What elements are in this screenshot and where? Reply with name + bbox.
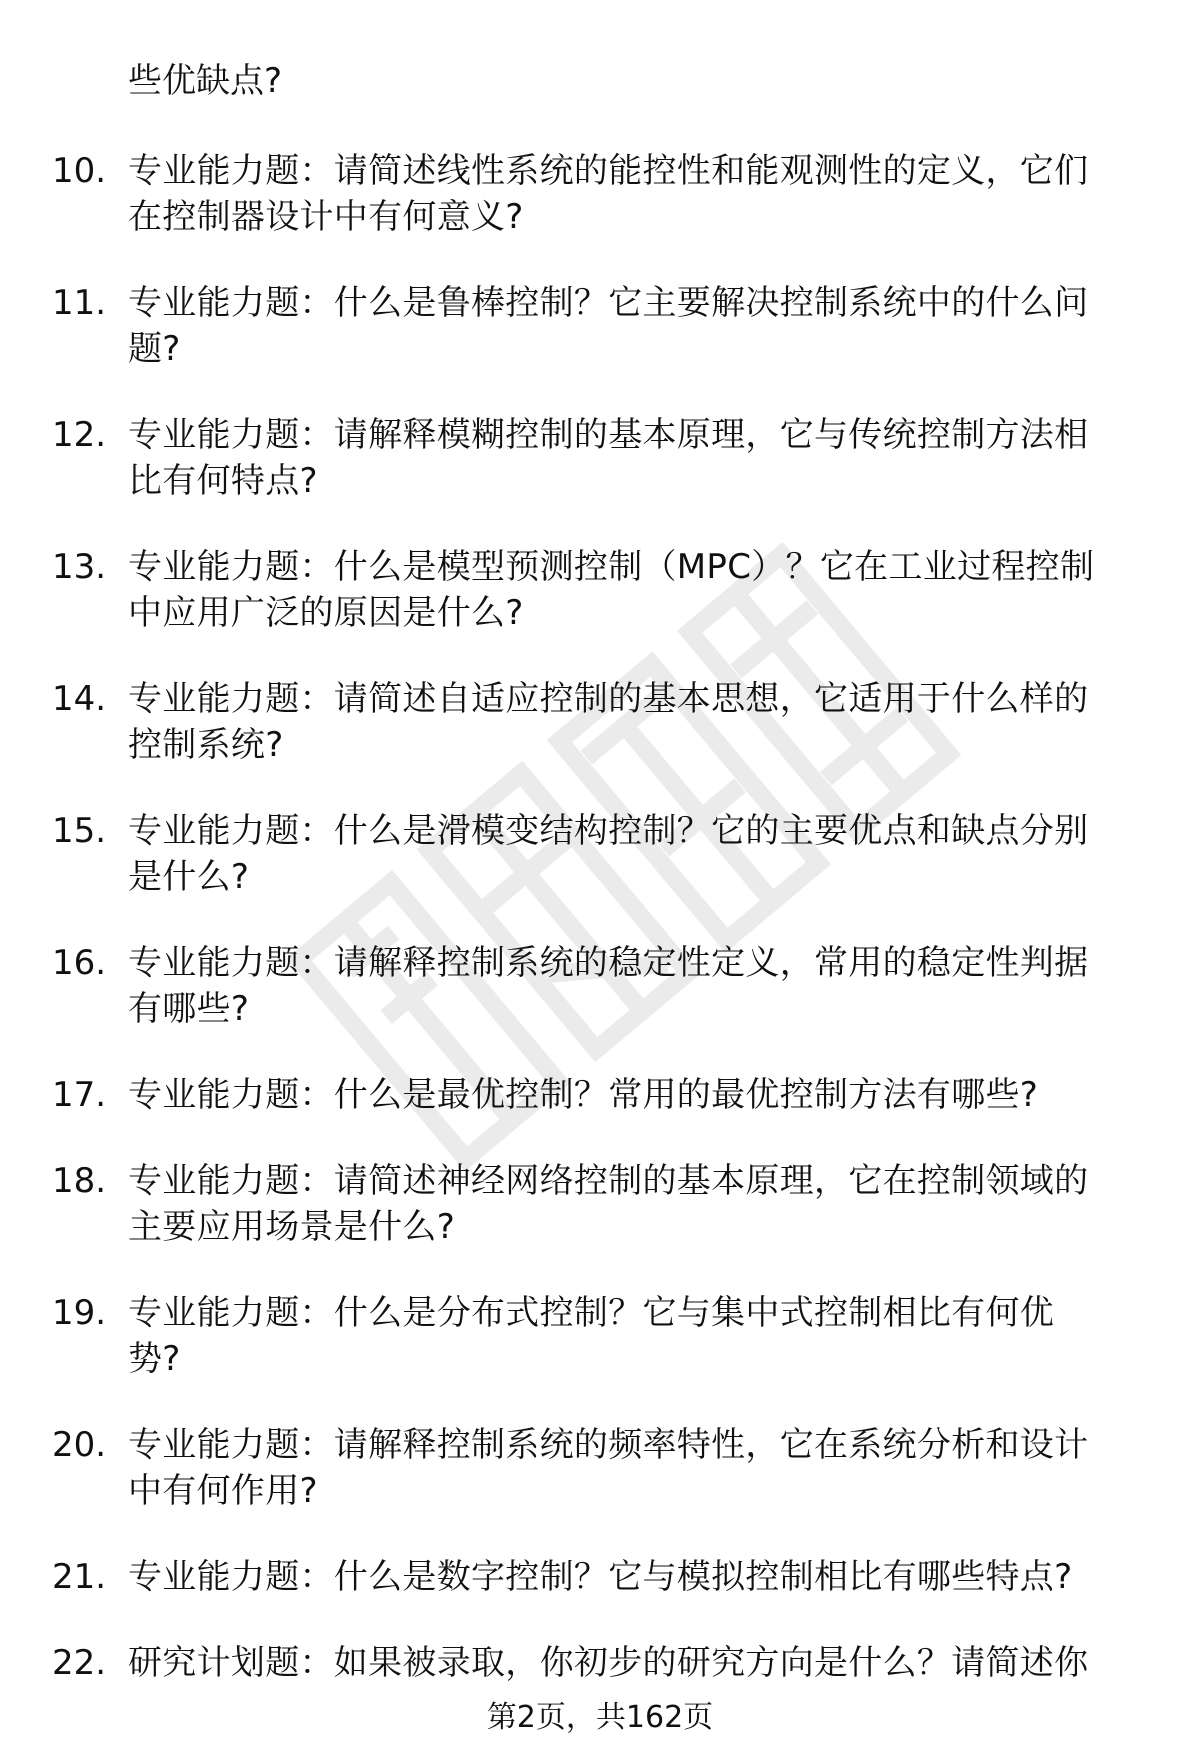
question-text: 专业能力题：什么是鲁棒控制？它主要解决控制系统中的什么问 题? xyxy=(128,283,1089,369)
question-number: 19. xyxy=(52,1293,107,1333)
question-list xyxy=(52,148,1162,1726)
list-item xyxy=(52,1640,1162,1686)
question-text: 专业能力题：请简述线性系统的能控性和能观测性的定义，它们 在控制器设计中有何意义? xyxy=(128,151,1089,237)
list-item xyxy=(52,412,1162,504)
question-text: 专业能力题：什么是最优控制？常用的最优控制方法有哪些? xyxy=(128,1075,1039,1115)
list-item xyxy=(52,148,1162,240)
list-item xyxy=(52,808,1162,900)
question-number: 14. xyxy=(52,679,107,719)
question-text: 专业能力题：请简述自适应控制的基本思想，它适用于什么样的 控制系统? xyxy=(128,679,1089,765)
list-item xyxy=(52,544,1162,636)
question-text: 专业能力题：什么是滑模变结构控制？它的主要优点和缺点分别 是什么? xyxy=(128,811,1089,897)
question-number: 11. xyxy=(52,283,107,323)
question-number: 12. xyxy=(52,415,107,455)
question-number: 16. xyxy=(52,943,107,983)
question-number: 10. xyxy=(52,151,107,191)
list-item xyxy=(52,1158,1162,1250)
list-item xyxy=(52,940,1162,1032)
question-text: 专业能力题：请解释控制系统的稳定性定义，常用的稳定性判据 有哪些? xyxy=(128,943,1089,1029)
page-footer: 第2页，共162页 xyxy=(486,1700,714,1735)
question-text: 专业能力题：请解释控制系统的频率特性，它在系统分析和设计 中有何作用? xyxy=(128,1425,1089,1511)
list-item xyxy=(52,1072,1162,1118)
question-number: 17. xyxy=(52,1075,107,1115)
question-text: 研究计划题：如果被录取，你初步的研究方向是什么？请简述你 xyxy=(128,1643,1089,1683)
list-item xyxy=(52,1290,1162,1382)
list-item xyxy=(52,676,1162,768)
question-text: 专业能力题：什么是分布式控制？它与集中式控制相比有何优 势? xyxy=(128,1293,1055,1379)
continuation-text: 些优缺点? xyxy=(128,61,283,101)
question-text: 专业能力题：请简述神经网络控制的基本原理，它在控制领域的 主要应用场景是什么? xyxy=(128,1161,1089,1247)
question-number: 18. xyxy=(52,1161,107,1201)
question-text: 专业能力题：什么是数字控制？它与模拟控制相比有哪些特点? xyxy=(128,1557,1073,1597)
question-text: 专业能力题：请解释模糊控制的基本原理，它与传统控制方法相 比有何特点? xyxy=(128,415,1089,501)
question-number: 13. xyxy=(52,547,107,587)
question-number: 21. xyxy=(52,1557,107,1597)
question-number: 20. xyxy=(52,1425,107,1465)
list-item xyxy=(52,1422,1162,1514)
list-item xyxy=(52,280,1162,372)
question-text: 专业能力题：什么是模型预测控制（MPC）？它在工业过程控制 中应用广泛的原因是什么? xyxy=(128,547,1095,633)
list-item xyxy=(52,1554,1162,1600)
question-number: 22. xyxy=(52,1643,107,1683)
question-number: 15. xyxy=(52,811,107,851)
